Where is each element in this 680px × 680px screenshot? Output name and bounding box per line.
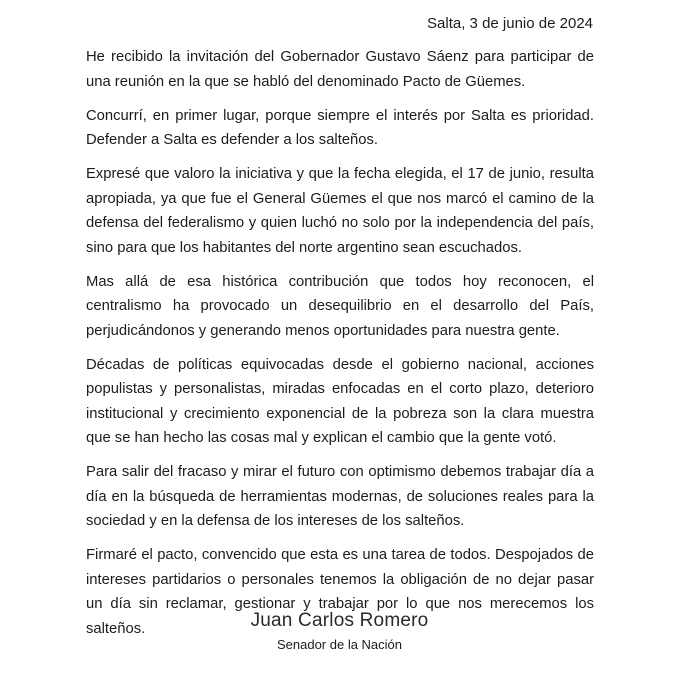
signature-block bbox=[0, 608, 680, 653]
paragraph-initiative: Expresé que valoro la iniciativa y que la fecha elegida, el 17 de junio, resulta apropiada, ya que fue el General Güemes el que nos marcó el camino de la defensa del federalismo y quien luchó no solo por la independencia del país, sino para que los habitantes del norte argentino sean escuchados. bbox=[86, 166, 594, 256]
signatory-name: Juan Carlos Romero bbox=[250, 610, 429, 631]
signatory-title: Senador de la Nación bbox=[276, 637, 403, 652]
paragraph-pact: Firmaré el pacto, convencido que esta es una tarea de todos. Despojados de intereses partidarios o personales tenemos la obligación de no dejar pasar un día sin reclamar, gestionar y trabajar por lo que nos merecemos los salteños. bbox=[86, 547, 594, 637]
paragraph-invitation: He recibido la invitación del Gobernador Gustavo Sáenz para participar de una reunión en la que se habló del denominado Pacto de Güemes. bbox=[86, 49, 594, 90]
letter-body bbox=[86, 45, 594, 651]
paragraph-centralism: Mas allá de esa histórica contribución que todos hoy reconocen, el centralismo ha provocado un desequilibrio en el desarrollo del País, perjudicándonos y generando menos oportunidades para nuestra gente. bbox=[86, 273, 594, 339]
paragraph-decades: Décadas de políticas equivocadas desde el gobierno nacional, acciones populistas y personalistas, miradas enfocadas en el corto plazo, deterioro institucional y crecimiento exponencial de la pobreza son la clara muestra que se han hecho las cosas mal y explican el cambio que la gente votó. bbox=[86, 356, 594, 446]
paragraph-future: Para salir del fracaso y mirar el futuro con optimismo debemos trabajar día a día en la búsqueda de herramientas modernas, de soluciones reales para la sociedad y en la defensa de los intereses de los salteños. bbox=[86, 464, 594, 529]
letter-date: Salta, 3 de junio de 2024 bbox=[427, 15, 593, 32]
paragraph-attendance: Concurrí, en primer lugar, porque siempre el interés por Salta es prioridad. Defender a Salta es defender a los salteños. bbox=[86, 107, 594, 148]
